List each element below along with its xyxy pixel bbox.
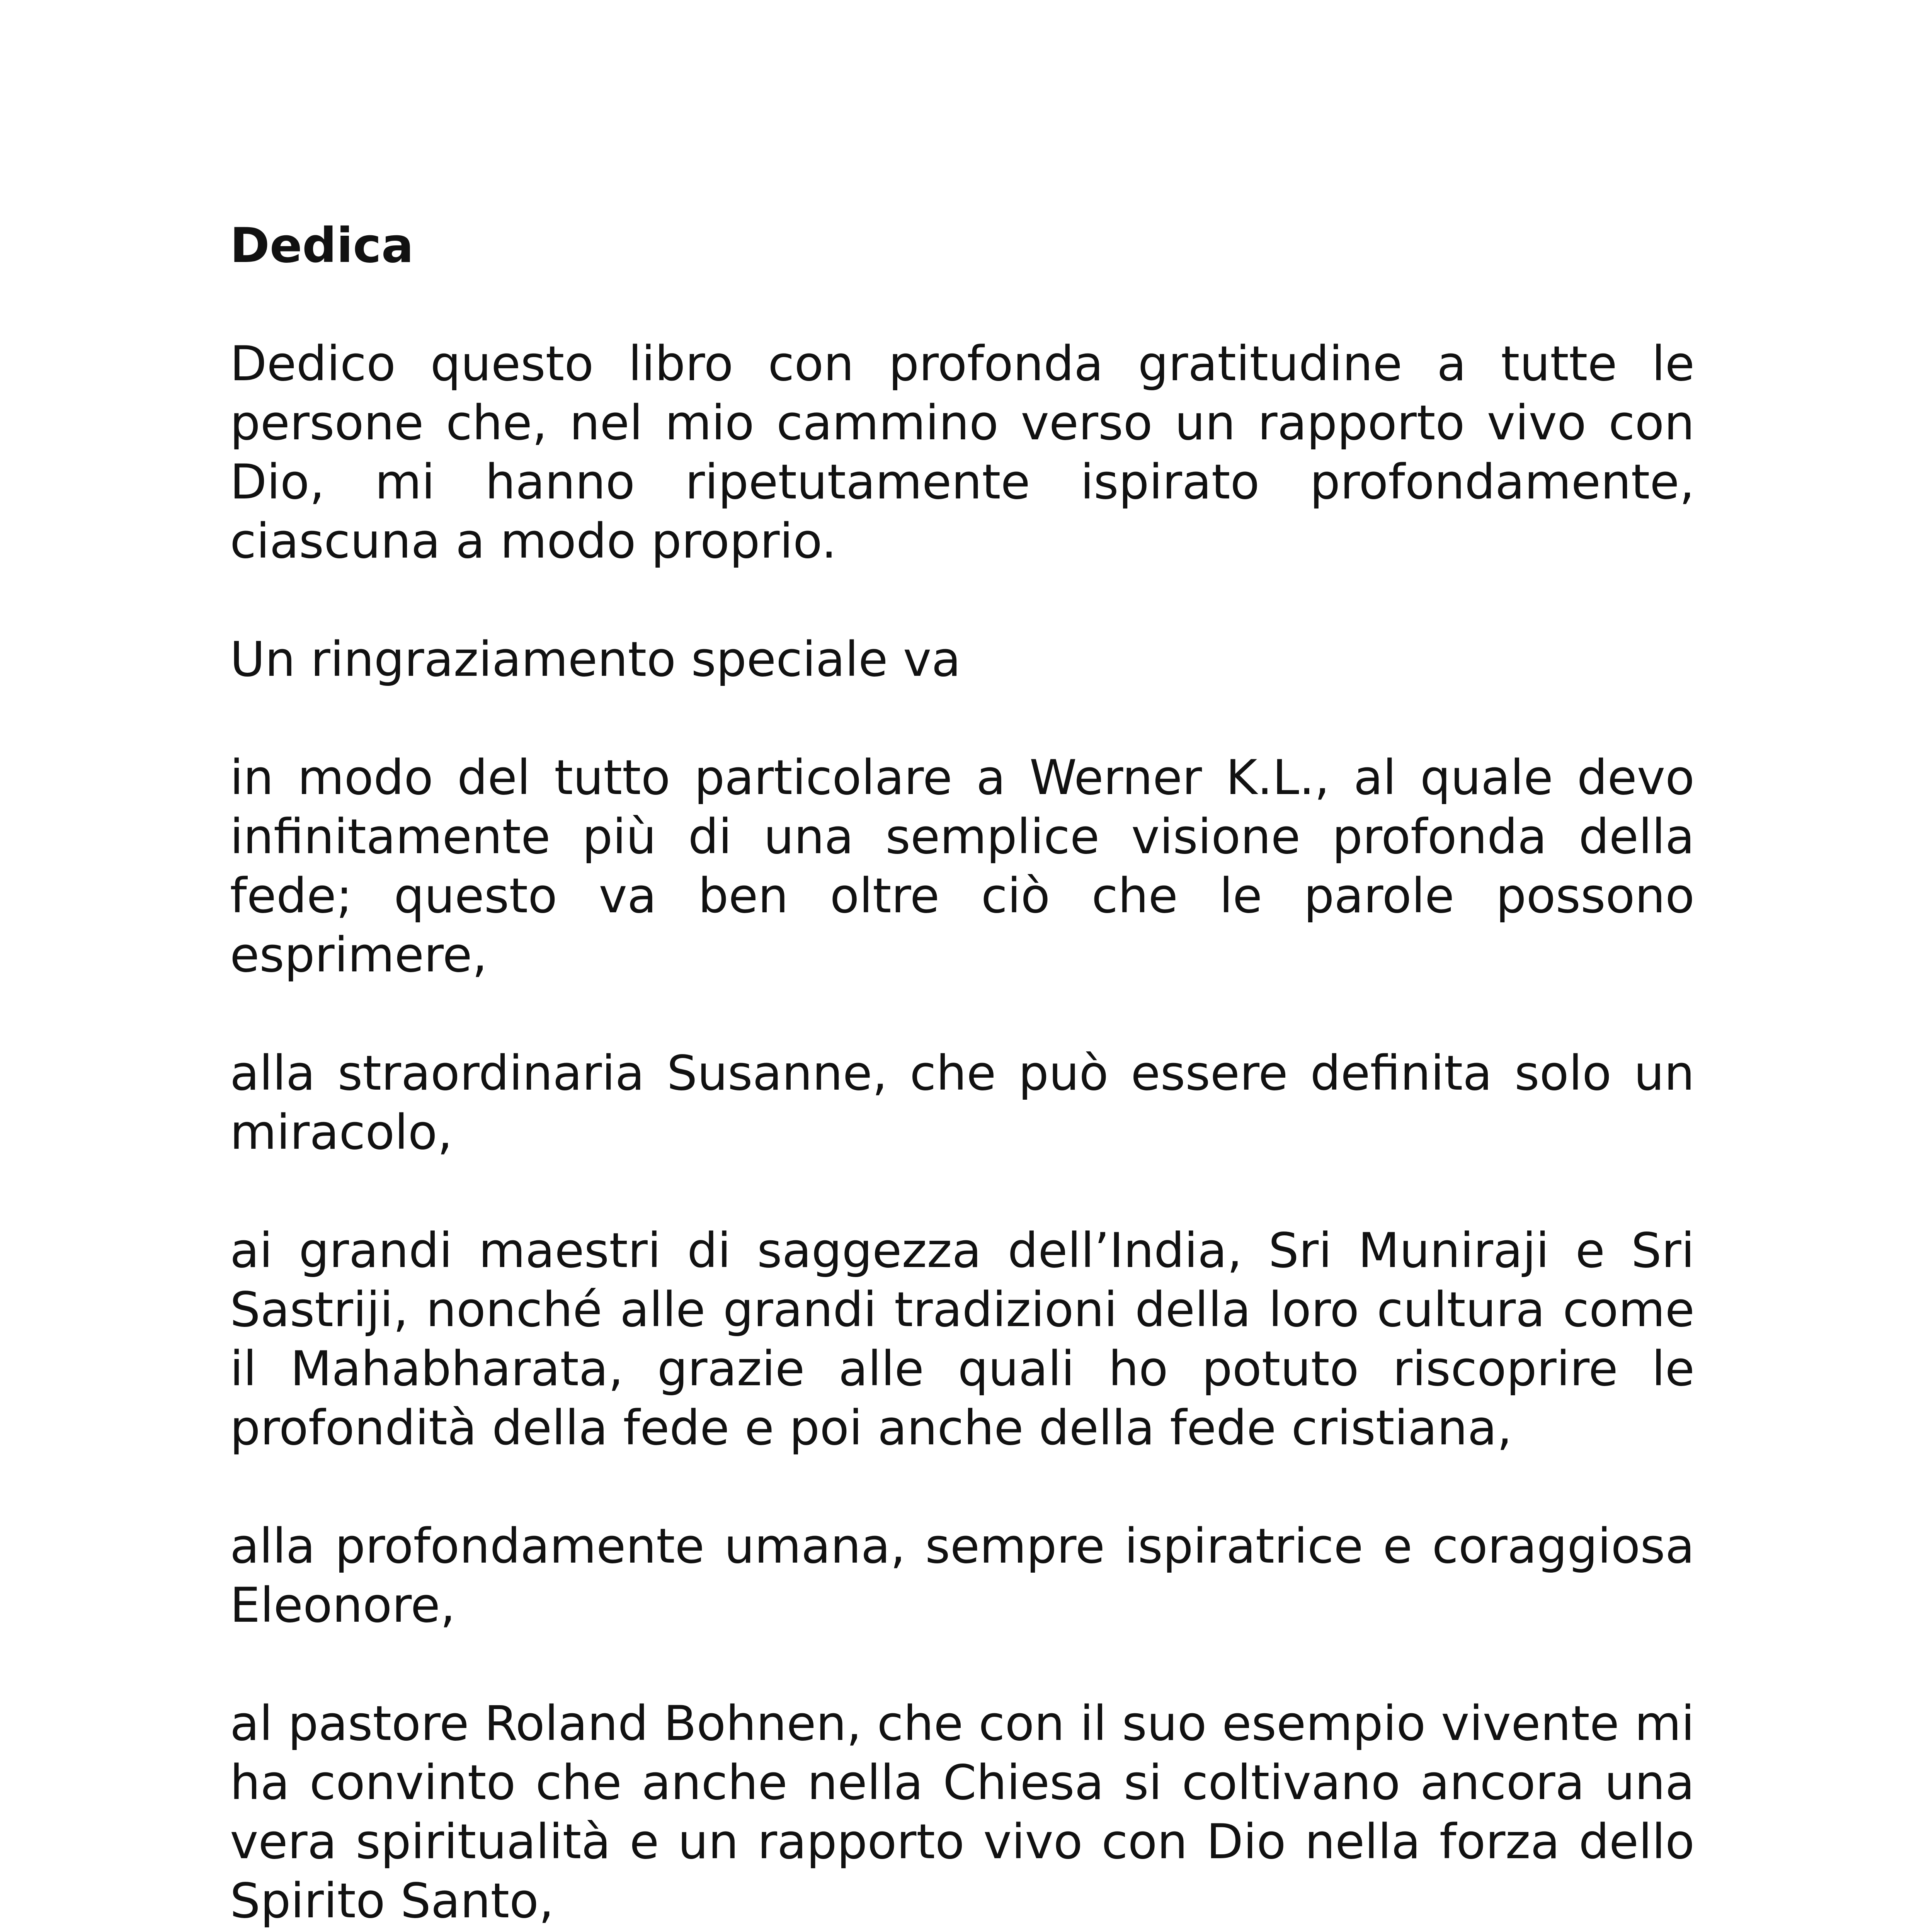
section-heading: Dedica [230, 218, 414, 274]
dedication-paragraph: Dedico questo libro con profonda gratitudine a tutte le persone che, nel mio cammino verso un rapporto vivo con Dio, mi hanno ripetutamente ispirato profondamente, ciascuna a modo proprio. [230, 336, 1695, 569]
thanks-paragraph-eleonore: alla profondamente umana, sempre ispiratrice e coraggiosa Eleonore, [230, 1519, 1695, 1633]
thanks-paragraph-susanne: alla straordinaria Susanne, che può essere definita solo un miracolo, [230, 1046, 1695, 1160]
thanks-paragraph-werner: in modo del tutto particolare a Werner K.L., al quale devo infinitamente più di una semplice visione profonda della fede; questo va ben oltre ciò che le parole possono esprimere, [230, 750, 1695, 983]
thanks-paragraph-india: ai grandi maestri di saggezza dell’India, Sri Muniraji e Sri Sastriji, nonché alle grandi tradizioni della loro cultura come il Mahabharata, grazie alle quali ho potuto riscoprire le profondità della fede e poi anche della fede cristiana, [230, 1223, 1695, 1456]
thanks-intro-paragraph: Un ringraziamento speciale va [230, 632, 961, 687]
thanks-paragraph-bohnen: al pastore Roland Bohnen, che con il suo esempio vivente mi ha convinto che anche nella Chiesa si coltivano ancora una vera spiritualità e un rapporto vivo con Dio nella forza dello Spirito Santo, [230, 1696, 1695, 1929]
page-body [230, 216, 1695, 1932]
